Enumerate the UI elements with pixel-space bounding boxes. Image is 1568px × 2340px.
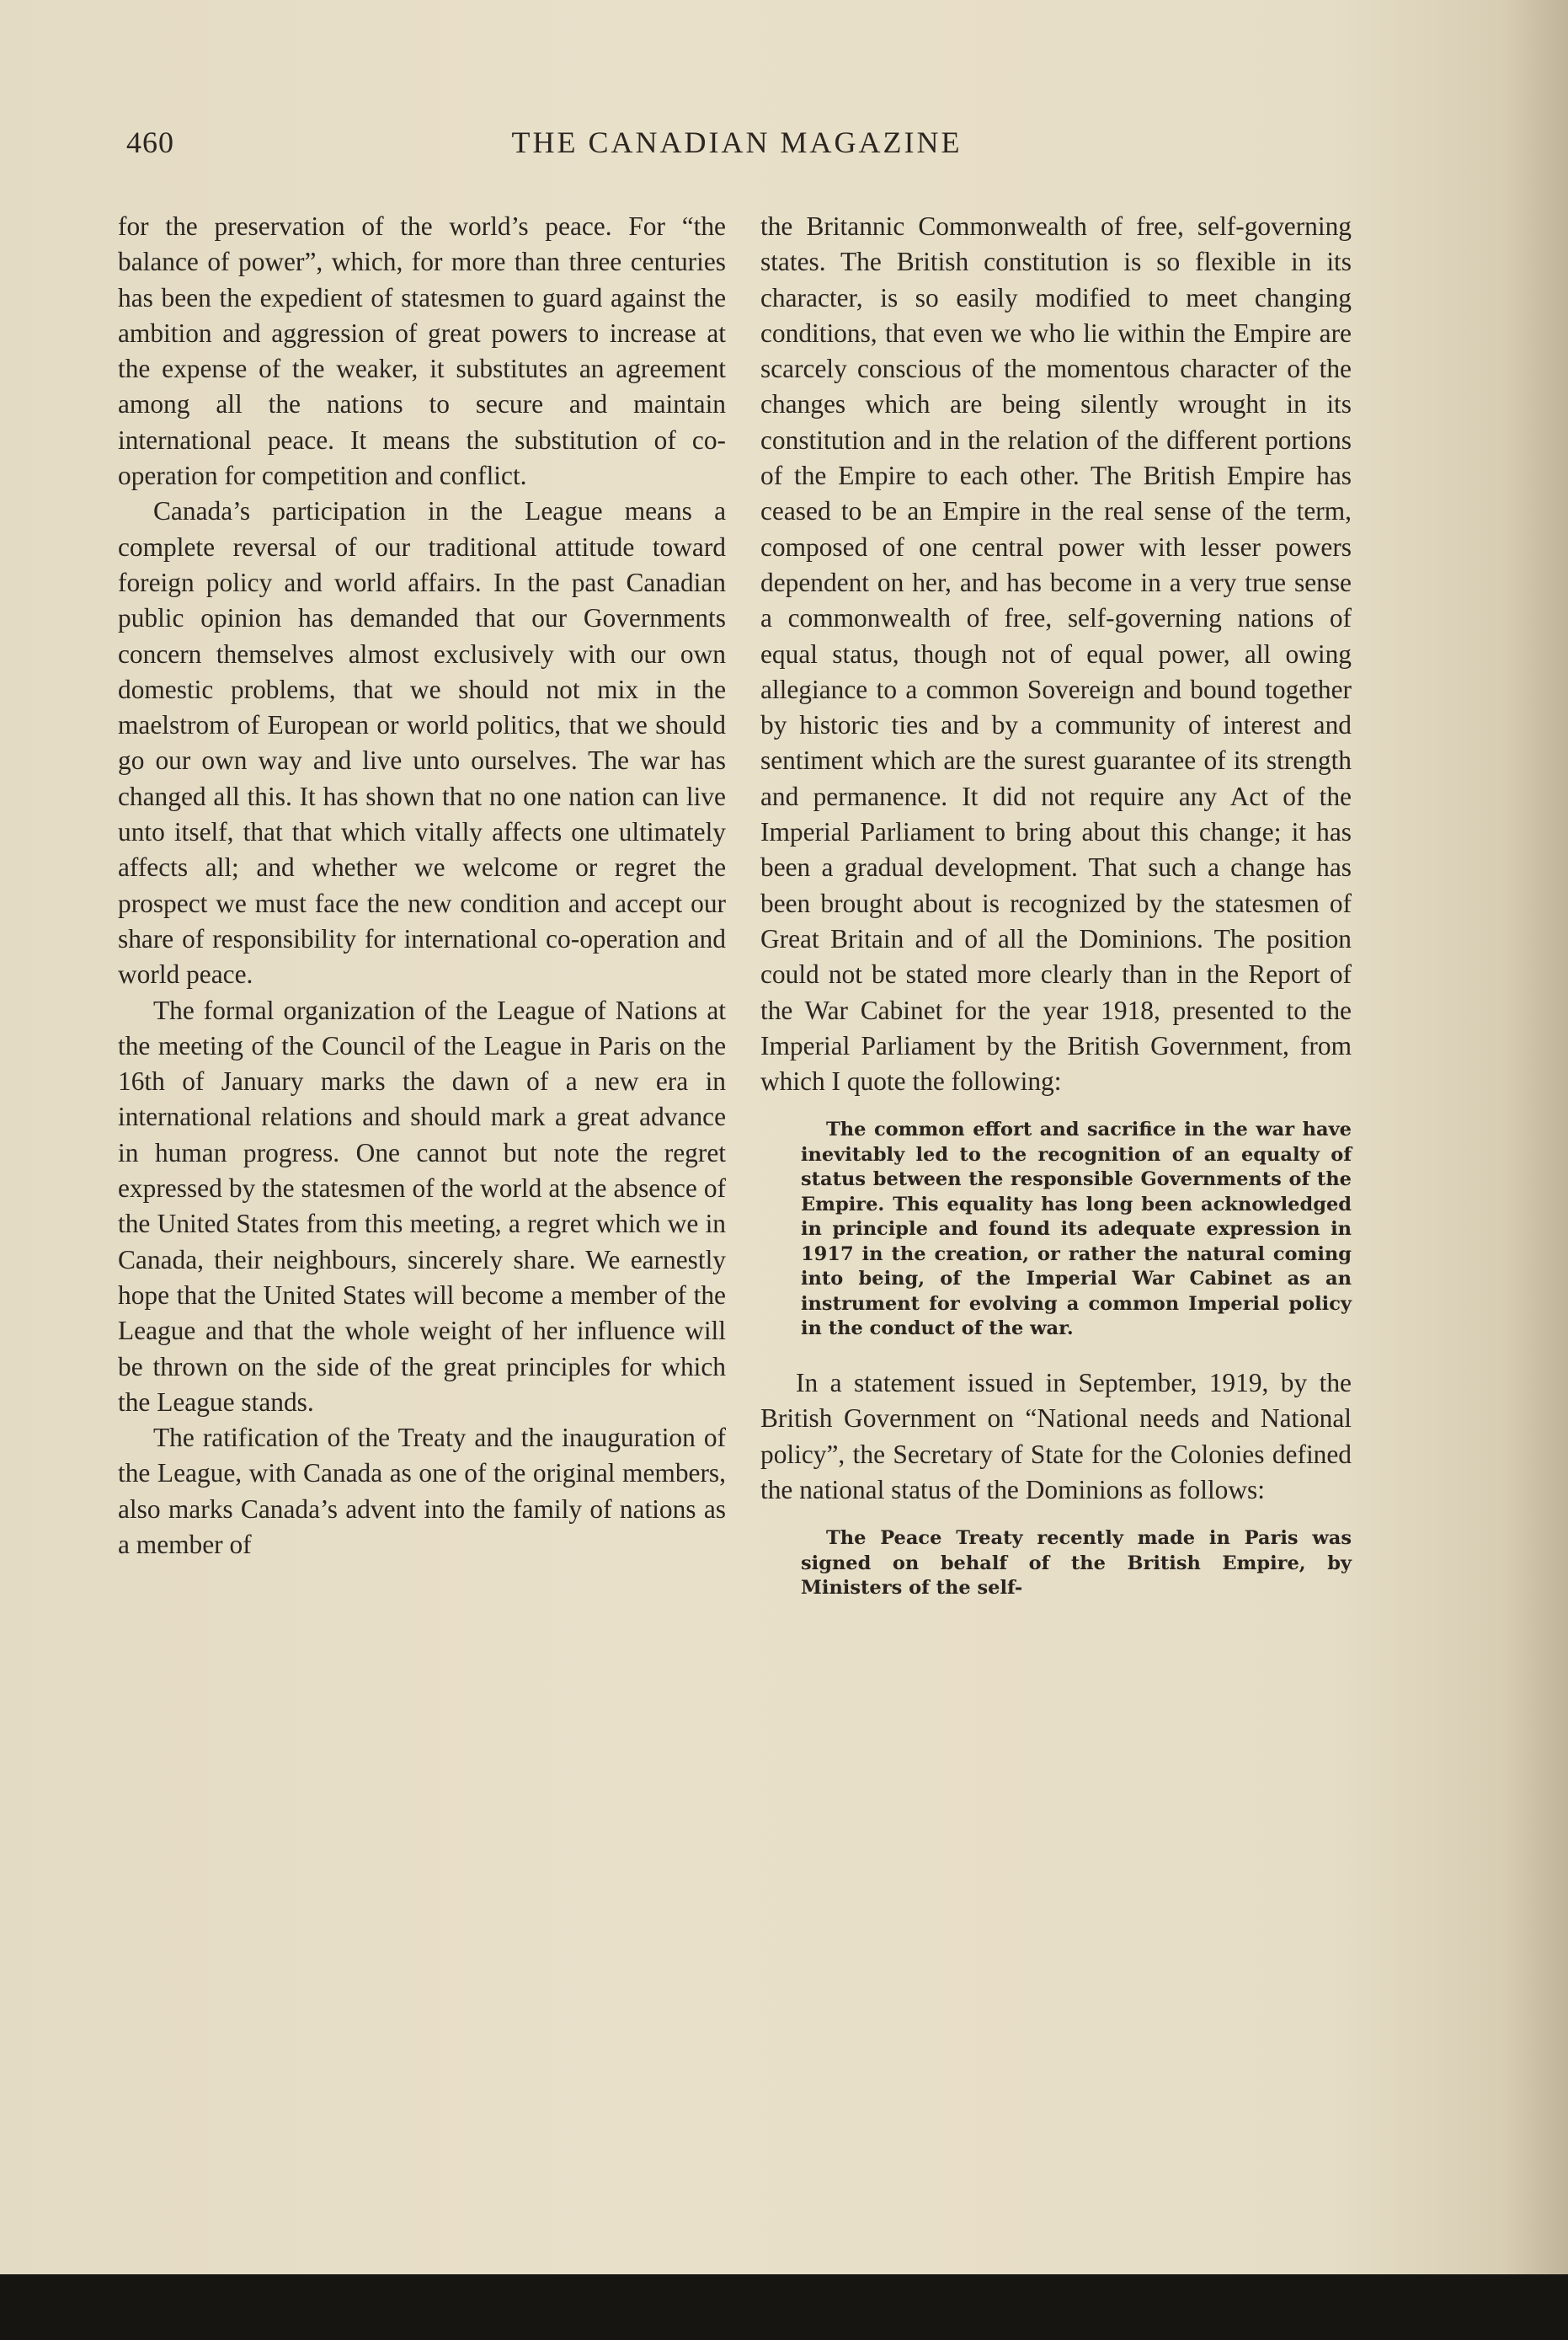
- page-header: [126, 125, 1347, 167]
- block-quote: The Peace Treaty recently made in Paris was signed on behalf of the British Empire, by Ministers of the self-: [801, 1527, 1352, 1600]
- scan-bottom-edge: [0, 2274, 1568, 2340]
- body-paragraph: the Britannic Commonwealth of free, self-governing states. The British constitution is so flexible in its character, is so easily modified to meet changing conditions, that even we who lie within the Empire are scarcely conscious of the momentous character of the changes which are being silently wrought in its constitution and in the relation of the different portions of the Empire to each other. The British Empire has ceased to be an Empire in the real sense of the term, composed of one central power with lesser powers dependent on her, and has become in a very true sense a commonwealth of free, self-governing nations of equal status, though not of equal power, all owing allegiance to a common Sovereign and bound together by historic ties and by a community of interest and sentiment which are the surest guarantee of its strength and permanence. It did not require any Act of the Imperial Parliament to bring about this change; it has been a gradual development. That such a change has been brought about is recognized by the statesmen of Great Britain and of all the Dominions. The position could not be stated more clearly than in the Report of the War Cabinet for the year 1918, presented to the Imperial Parliament by the British Government, from which I quote the following:: [760, 211, 1352, 1097]
- body-paragraph: Canada’s participation in the League means a complete reversal of our traditional attitude toward foreign policy and world affairs. In the past Canadian public opinion has demanded that our Governments concern themselves almost exclusively with our own domestic problems, that we should not mix in the maelstrom of European or world politics, that we should go our own way and live unto ourselves. The war has changed all this. It has shown that no one nation can live unto itself, that that which vitally affects one ultimately affects all; and whether we welcome or regret the prospect we must face the new condition and accept our share of responsibility for international co-operation and world peace.: [118, 496, 726, 990]
- right-column: [760, 209, 1352, 1601]
- body-paragraph: The ratification of the Treaty and the inauguration of the League, with Canada as one of the original members, also marks Canada’s advent into the family of nations as a member of: [118, 1423, 726, 1559]
- running-title: THE CANADIAN MAGAZINE: [511, 126, 963, 159]
- body-paragraph: The formal organization of the League of Nations at the meeting of the Council of the League in Paris on the 16th of January marks the dawn of a new era in international relations and should mark a great advance in human progress. One cannot but note the regret expressed by the statesmen of the world at the absence of the United States from this meeting, a regret which we in Canada, their neighbours, sincerely share. We earnestly hope that the United States will become a member of the League and that the whole weight of her influence will be thrown on the side of the great principles for which the League stands.: [118, 995, 726, 1417]
- page-number: 460: [126, 126, 174, 159]
- block-quote: The common effort and sacrifice in the war have inevitably led to the recognition of an equalty of status between the responsible Governments of the Empire. This equality has long been acknowledged in principle and found its adequate expression in 1917 in the creation, or rather the natural coming into being, of the Imperial War Cabinet as an instrument for evolving a common Imperial policy in the conduct of the war.: [801, 1119, 1352, 1340]
- body-paragraph: for the preservation of the world’s peace. For “the balance of power”, which, for more than three centuries has been the expedient of statesmen to guard against the ambition and aggression of great powers to increase at the expense of the weaker, it substitutes an agreement among all the nations to secure and maintain international peace. It means the substitution of co-operation for competition and conflict.: [118, 211, 726, 491]
- body-paragraph: In a statement issued in September, 1919, by the British Government on “National needs and National policy”, the Secretary of State for the Colonies defined the national status of the Dominions as follows:: [760, 1367, 1352, 1504]
- left-column: [118, 209, 726, 1563]
